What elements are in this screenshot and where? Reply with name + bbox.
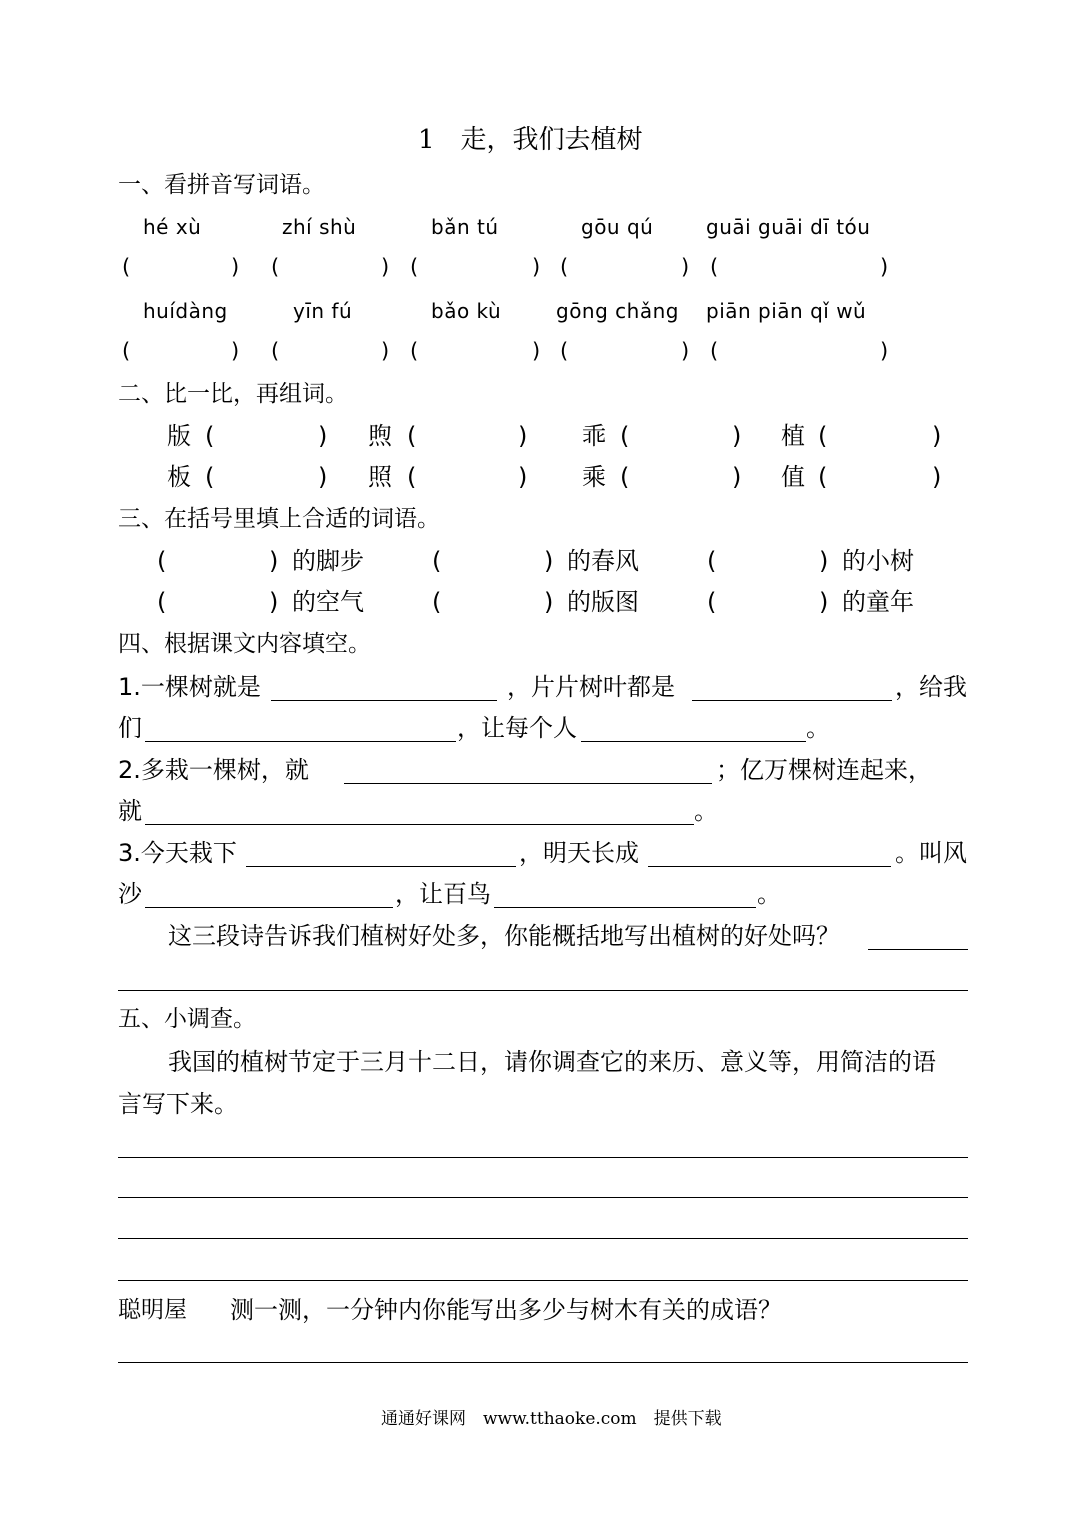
pinyin-item: bǎn tú: [431, 215, 499, 239]
pinyin-item: piān piān qǐ wǔ: [706, 299, 867, 323]
survey-paragraph: 我国的植树节定于三月十二日，请你调查它的来历、意义等，用简洁的语: [168, 1048, 936, 1076]
compare-char: 植: [781, 422, 805, 450]
answer-line[interactable]: [118, 1362, 968, 1363]
q3-text: ，明天长成: [519, 839, 639, 867]
q1-text: ，片片树叶都是: [507, 673, 675, 701]
q1-text: ，给我: [895, 673, 967, 701]
answer-line[interactable]: [118, 990, 968, 991]
q1-text: 们: [118, 714, 142, 742]
section5-heading: 五、小调查。: [118, 1006, 256, 1032]
answer-line[interactable]: [648, 866, 891, 867]
section1-heading: 一、看拼音写词语。: [118, 172, 325, 198]
answer-line[interactable]: [246, 866, 516, 867]
section4-heading: 四、根据课文内容填空。: [118, 631, 371, 657]
section2-heading: 二、比一比，再组词。: [118, 381, 348, 407]
fill-suffix: 的空气: [292, 588, 364, 616]
q2-text: 。: [694, 797, 718, 825]
pinyin-item: yīn fú: [293, 299, 353, 323]
answer-line[interactable]: [145, 824, 694, 825]
pinyin-item: hé xù: [143, 215, 202, 239]
page-title: 1 走，我们去植树: [418, 125, 643, 155]
compare-char: 值: [781, 463, 805, 491]
fill-suffix: 的小树: [842, 547, 914, 575]
answer-line[interactable]: [145, 907, 393, 908]
compare-char: 版: [167, 422, 191, 450]
section3-heading: 三、在括号里填上合适的词语。: [118, 506, 440, 532]
pinyin-item: guāi guāi dī tóu: [706, 215, 871, 239]
answer-line[interactable]: [118, 1238, 968, 1239]
answer-line[interactable]: [118, 1280, 968, 1281]
answer-line[interactable]: [581, 741, 806, 742]
q2-text: ；亿万棵树连起来，: [716, 756, 932, 784]
q2-text: 就: [118, 797, 142, 825]
compare-char: 乖: [582, 422, 606, 450]
q3-text: 沙: [118, 880, 142, 908]
q3-text: 。叫风: [895, 839, 967, 867]
pinyin-item: gōu qú: [581, 215, 654, 239]
q1-text: 。: [806, 714, 830, 742]
q2-text: 2.多栽一棵树，就: [118, 756, 309, 784]
answer-line[interactable]: [868, 949, 968, 950]
answer-line[interactable]: [344, 783, 712, 784]
fill-suffix: 的童年: [842, 588, 914, 616]
smart-question: 测一测，一分钟内你能写出多少与树木有关的成语？: [230, 1296, 782, 1324]
q3-text: 3.今天栽下: [118, 839, 237, 867]
compare-char: 煦: [368, 422, 392, 450]
compare-char: 照: [368, 463, 392, 491]
answer-line[interactable]: [271, 700, 497, 701]
fill-suffix: 的版图: [567, 588, 639, 616]
q1-text: 1.一棵树就是: [118, 673, 261, 701]
answer-line[interactable]: [145, 741, 456, 742]
q3-text: ，让百鸟: [395, 880, 491, 908]
smart-label: 聪明屋: [118, 1297, 187, 1323]
fill-suffix: 的春风: [567, 547, 639, 575]
survey-paragraph: 言写下来。: [118, 1090, 238, 1118]
footer-text: 通通好课网 www.tthaoke.com 提供下载: [381, 1409, 722, 1429]
compare-char: 板: [167, 463, 191, 491]
pinyin-item: gōng chǎng: [556, 299, 679, 323]
answer-line[interactable]: [118, 1197, 968, 1198]
pinyin-item: zhí shù: [282, 215, 357, 239]
fill-suffix: 的脚步: [292, 547, 364, 575]
pinyin-item: huídàng: [143, 299, 228, 323]
pinyin-item: bǎo kù: [431, 299, 502, 323]
q1-text: ，让每个人: [457, 714, 577, 742]
summary-question: 这三段诗告诉我们植树好处多，你能概括地写出植树的好处吗？: [168, 922, 840, 950]
answer-line[interactable]: [118, 1157, 968, 1158]
compare-char: 乘: [582, 463, 606, 491]
q3-text: 。: [757, 880, 781, 908]
answer-line[interactable]: [494, 907, 756, 908]
answer-line[interactable]: [692, 700, 892, 701]
